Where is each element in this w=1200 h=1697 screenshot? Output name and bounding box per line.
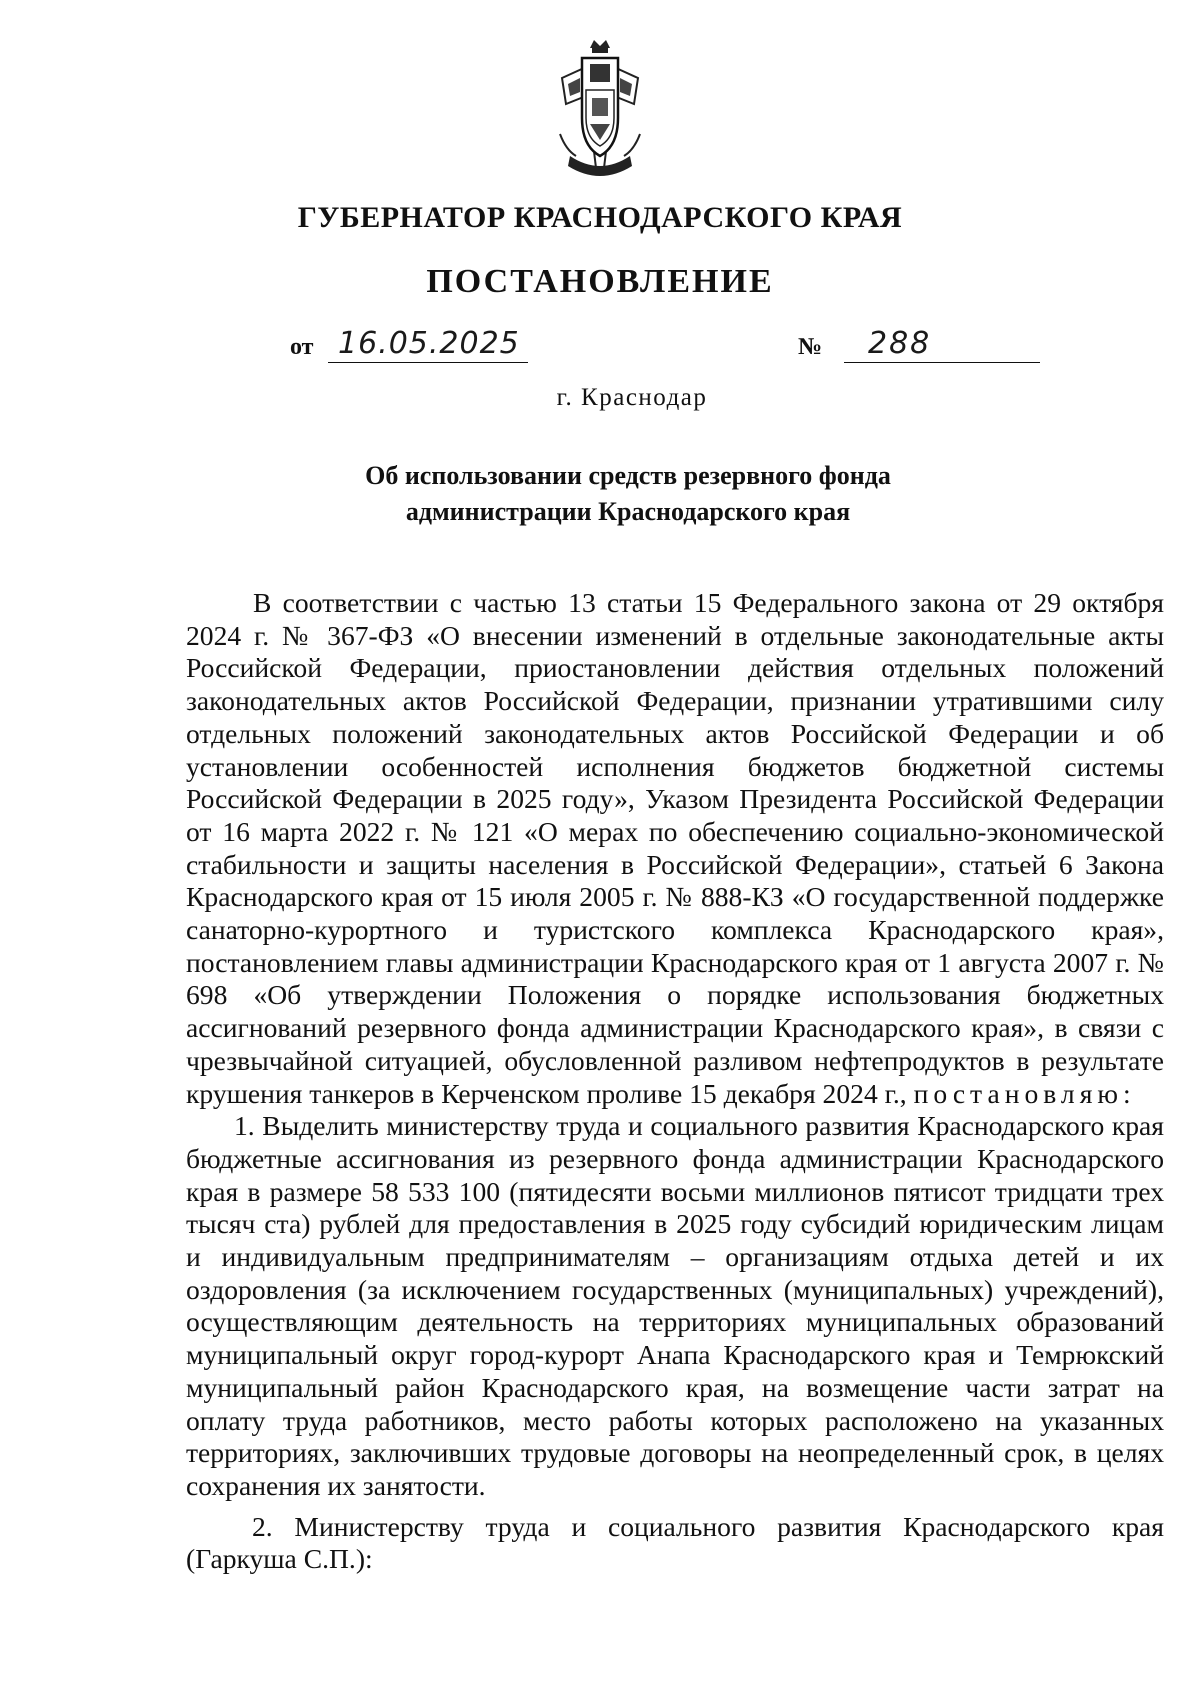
coat-of-arms-icon xyxy=(540,38,660,188)
preamble-paragraph xyxy=(186,587,1164,1110)
item-1-paragraph: 1. Выделить министерству труда и социального развития Краснодарского края бюджетные ассигнования из резервного фонда администрации Краснодарского края в размере 58 533 100 (пятидесяти восьми миллионов пятисот тридцати трех тысяч ста) рублей для предоставления в 2025 году субсидий юридическим лицам и индивидуальным предпринимателям – организациям отдыха детей и их оздоровления (за исключением государственных (муниципальных) учреждений), осуществляющим деятельность на территориях муниципальных образований муниципальный округ город-курорт Анапа Краснодарского края и Темрюкский муниципальный район Краснодарского края, на возмещение части затрат на оплату труда работников, место работы которых расположено на указанных территориях, заключивших трудовые договоры на неопределенный срок, в целях сохранения их занятости. xyxy=(186,1110,1164,1501)
subject-line-2: администрации Краснодарского края xyxy=(405,497,851,526)
date-label: от xyxy=(290,334,314,360)
number-underline xyxy=(844,362,1040,363)
decree-word: постановляю: xyxy=(913,1077,1136,1109)
date-underline xyxy=(328,362,528,363)
document-type: ПОСТАНОВЛЕНИЕ xyxy=(426,263,774,300)
handwritten-date: 16.05.2025 xyxy=(338,326,520,361)
issuing-authority: ГУБЕРНАТОР КРАСНОДАРСКОГО КРАЯ xyxy=(297,201,903,234)
number-label: № xyxy=(798,334,823,360)
city: г. Краснодар xyxy=(556,384,708,411)
subject-line-1: Об использовании средств резервного фонда xyxy=(365,461,891,490)
preamble-text: В соответствии с частью 13 статьи 15 Федерального закона от 29 октября 2024 г. № 367-ФЗ «О внесении изменений в отдельные законодательные акты Российской Федерации, приостановлении действия отдельных положений законодательных актов Российской Федерации, признании утратившими силу отдельных положений законодательных актов Российской Федерации и об установлении особенностей исполнения бюджетов бюджетной системы Российской Федерации в 2025 году», Указом Президента Российской Федерации от 16 марта 2022 г. № 121 «О мерах по обеспечению социально-экономической стабильности и защиты населения в Российской Федерации», статьей 6 Закона Краснодарского края от 15 июля 2005 г. № 888-КЗ «О государственной поддержке санаторно-курортного и туристского комплекса Краснодарского края», постановлением главы администрации Краснодарского края от 1 августа 2007 г. № 698 «Об утверждении Положения о порядке использования бюджетных ассигнований резервного фонда администрации Краснодарского края», в связи с чрезвычайной ситуацией, обусловленной разливом нефтепродуктов в результате крушения танкеров в Керченском проливе 15 декабря 2024 г., xyxy=(186,587,1164,1109)
handwritten-number: 288 xyxy=(868,326,932,361)
item-2-paragraph: 2. Министерству труда и социального развития Краснодарского края (Гаркуша С.П.): xyxy=(186,1510,1164,1575)
date-number-row xyxy=(0,328,1200,372)
document-subject xyxy=(0,458,1200,530)
document-body xyxy=(186,587,1164,1576)
